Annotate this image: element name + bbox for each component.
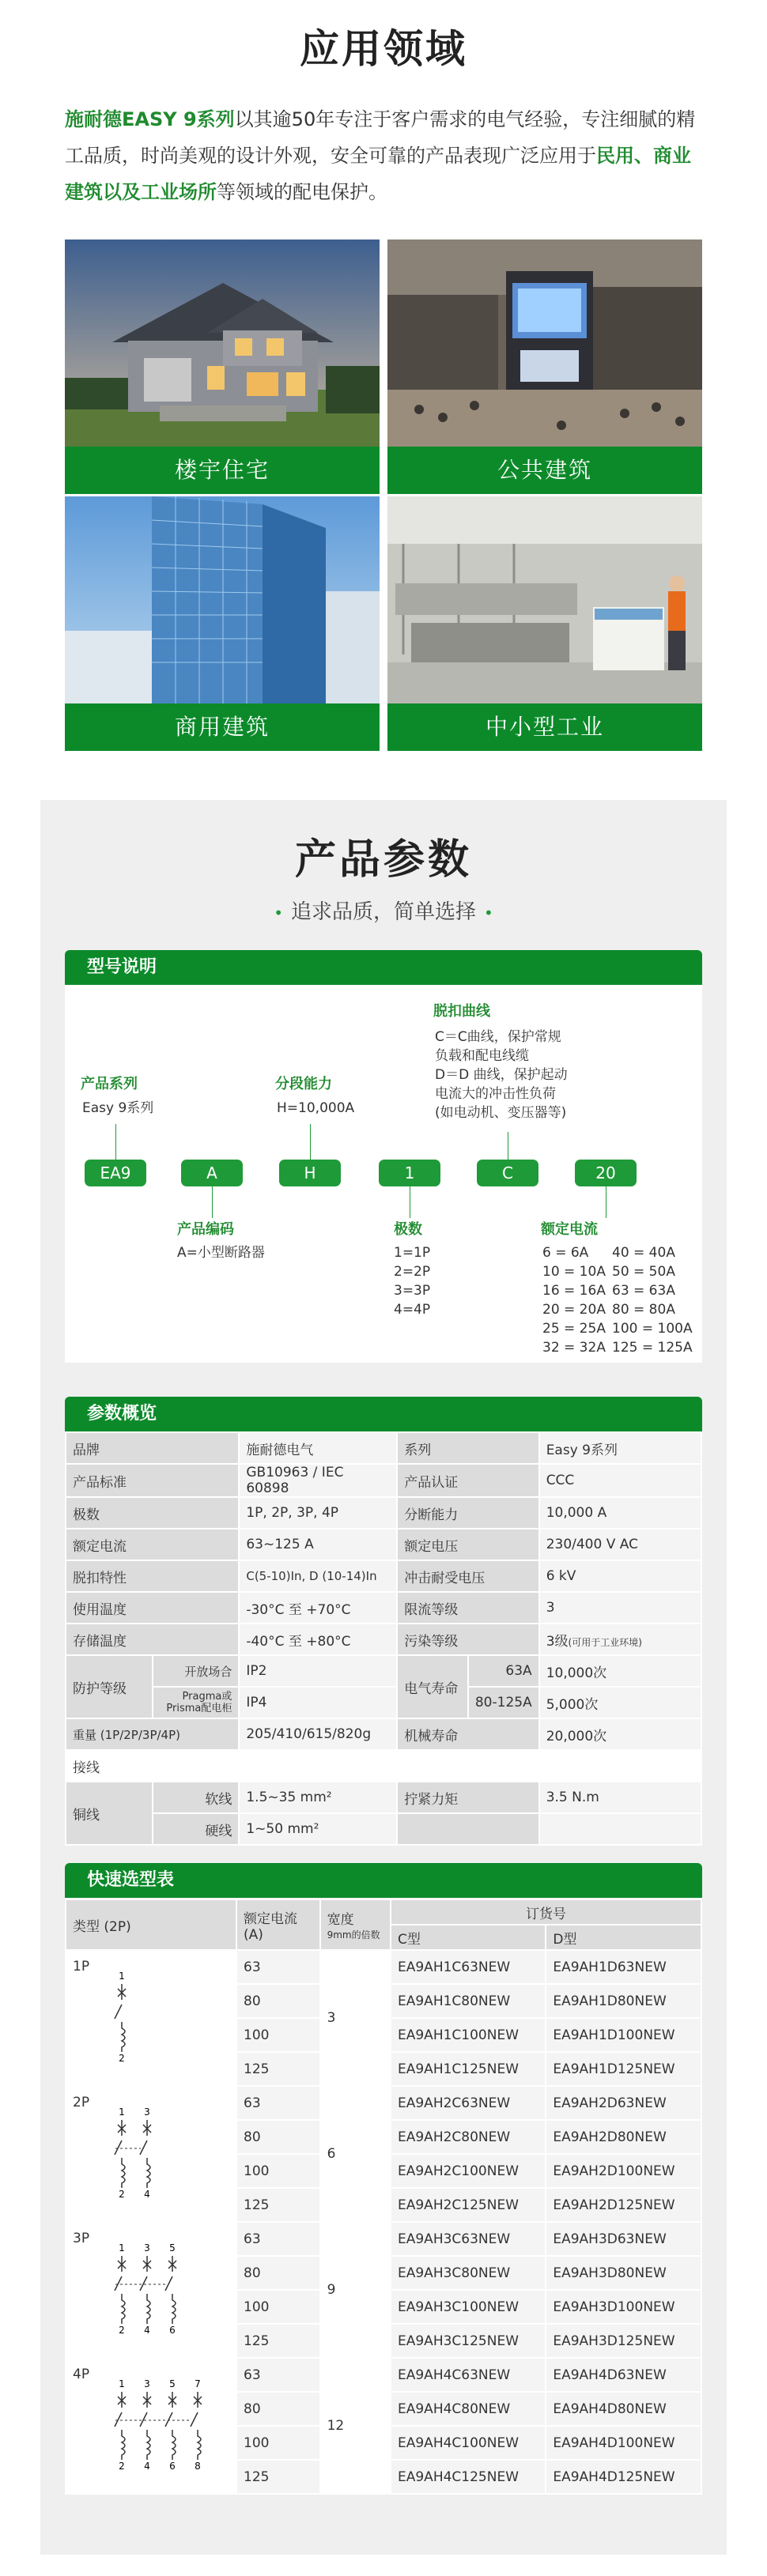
breaker-symbol	[115, 2256, 126, 2324]
width-cell: 12	[320, 2358, 391, 2494]
breaker-symbol	[191, 2392, 202, 2460]
elife-63-value: 10,000次	[539, 1655, 701, 1687]
pole-number-bottom: 6	[169, 2461, 176, 2472]
col-order: 订货号	[391, 1899, 701, 1925]
breaker-symbol	[165, 2256, 176, 2324]
pole-type-label: 2P	[73, 2095, 90, 2110]
rated-current-cell: 80	[236, 2392, 320, 2426]
ip-enclosure-key-line2: Prisma配电柜	[166, 1703, 232, 1714]
width-cell: 6	[320, 2086, 391, 2222]
col-type: 类型 (2P)	[66, 1899, 236, 1950]
cert-value: CCC	[539, 1464, 701, 1497]
poles-value-cell: 1P, 2P, 3P, 4P	[239, 1497, 397, 1529]
trip-curve-label: 脱扣曲线	[433, 1003, 490, 1020]
rated-cell: 25 = 25A	[542, 1321, 606, 1337]
rated-row	[542, 1262, 693, 1281]
empty-cell	[397, 1813, 538, 1845]
brand-value: 施耐德电气	[239, 1432, 397, 1464]
rated-current-cell: 125	[236, 2188, 320, 2222]
standard-key: 产品标准	[66, 1464, 239, 1497]
rated-row	[542, 1281, 693, 1300]
rated-row	[542, 1300, 693, 1319]
photo-caption-commercial: 商用建筑	[65, 703, 380, 751]
pollution-value	[539, 1624, 701, 1655]
rated-current-cell: 125	[236, 2052, 320, 2086]
photo-industrial	[387, 496, 702, 751]
table-row	[66, 1529, 701, 1560]
pole-number-top: 1	[119, 2242, 125, 2254]
rated-cell: 40 = 40A	[612, 1245, 675, 1261]
pole-number-bottom: 4	[144, 2325, 150, 2336]
rated-cell: 16 = 16A	[542, 1283, 606, 1299]
order-c-cell: EA9AH4C100NEW	[391, 2426, 546, 2460]
pole-type-cell	[66, 2222, 236, 2358]
product-code-value: A=小型断路器	[177, 1245, 265, 1261]
mlife-key: 机械寿命	[397, 1718, 538, 1750]
storage-key: 存储温度	[66, 1624, 239, 1655]
public-building-image	[387, 239, 702, 447]
order-d-cell: EA9AH1D125NEW	[546, 2052, 701, 2086]
impulse-value: 6 kV	[539, 1560, 701, 1592]
pole-diagram-icon	[104, 2378, 229, 2472]
pole-number-top: 1	[119, 2378, 125, 2389]
product-code-label: 产品编码	[177, 1221, 234, 1238]
series-value-cell: Easy 9系列	[539, 1432, 701, 1464]
table-row	[66, 1592, 701, 1624]
params-subtitle	[0, 896, 767, 925]
order-d-cell: EA9AH1D63NEW	[546, 1950, 701, 1984]
col-rated: 额定电流 (A)	[236, 1899, 320, 1950]
empty-cell	[539, 1813, 701, 1845]
order-c-cell: EA9AH1C80NEW	[391, 1984, 546, 2018]
breaking-value: H=10,000A	[277, 1100, 355, 1116]
voltage-value: 230/400 V AC	[539, 1529, 701, 1560]
order-c-cell: EA9AH1C100NEW	[391, 2018, 546, 2052]
quick-selection-table	[65, 1899, 702, 2495]
rated-row	[542, 1243, 693, 1262]
rated-current-cell: 100	[236, 2018, 320, 2052]
elife-key: 电气寿命	[397, 1655, 468, 1718]
soft-wire-key: 软线	[153, 1782, 240, 1813]
series-key: 系列	[397, 1432, 538, 1464]
pole-number-bottom: 2	[119, 2325, 125, 2336]
breaker-symbol	[140, 2120, 151, 2188]
series-value: Easy 9系列	[82, 1100, 154, 1116]
table-row	[66, 1464, 701, 1497]
pole-diagram-icon	[104, 1970, 153, 2065]
rated-current-cell: 80	[236, 2120, 320, 2154]
subtitle-text: 追求品质，简单选择	[290, 900, 476, 924]
order-c-cell: EA9AH3C125NEW	[391, 2324, 546, 2358]
trip-key: 脱扣特性	[66, 1560, 239, 1592]
rated-current-cell: 80	[236, 2256, 320, 2290]
table-row	[66, 1432, 701, 1464]
ip-enclosure-key-line1: Pragma或	[182, 1691, 232, 1703]
rated-label: 额定电流	[541, 1221, 598, 1238]
pole-number-bottom: 8	[195, 2461, 201, 2472]
pole-number-bottom: 4	[144, 2461, 150, 2472]
pole-number-top: 3	[144, 2242, 150, 2254]
pollution-note: (可用于工业环境)	[568, 1636, 642, 1648]
breaker-symbol	[115, 2392, 126, 2460]
breaker-symbol	[140, 2392, 151, 2460]
pole-number-bottom: 2	[119, 2461, 125, 2472]
intro-text-2: 等领域的配电保护。	[217, 181, 387, 203]
application-intro	[65, 101, 704, 210]
rated-current-cell: 63	[236, 2358, 320, 2392]
pole-type-cell	[66, 2086, 236, 2222]
rated-current-cell: 125	[236, 2460, 320, 2494]
order-c-cell: EA9AH1C125NEW	[391, 2052, 546, 2086]
order-d-cell: EA9AH2D100NEW	[546, 2154, 701, 2188]
trip-value: C(5-10)In, D (10-14)In	[239, 1560, 397, 1592]
pole-number-bottom: 2	[119, 2053, 125, 2064]
code-series: EA9	[85, 1160, 146, 1186]
col-d-type: D型	[546, 1925, 701, 1950]
width-cell: 3	[320, 1950, 391, 2086]
rated-row	[542, 1319, 693, 1338]
order-c-cell: EA9AH3C63NEW	[391, 2222, 546, 2256]
cert-key: 产品认证	[397, 1464, 538, 1497]
photo-commercial	[65, 496, 380, 751]
breaker-symbol	[115, 1984, 126, 2052]
pole-type-label: 3P	[73, 2231, 90, 2246]
breaking-key: 分断能力	[397, 1497, 538, 1529]
order-c-cell: EA9AH1C63NEW	[391, 1950, 546, 1984]
table-row	[66, 1782, 701, 1813]
table-row	[66, 2222, 701, 2256]
rated-current-cell: 100	[236, 2426, 320, 2460]
pole-type-label: 4P	[73, 2367, 90, 2382]
pole-number-top: 1	[119, 1971, 125, 1982]
poles-key: 极数	[66, 1497, 239, 1529]
photo-caption-industrial: 中小型工业	[387, 703, 702, 751]
quick-header: 快速选型表	[65, 1863, 702, 1898]
pole-number-bottom: 4	[144, 2189, 150, 2200]
soft-wire-value: 1.5~35 mm²	[239, 1782, 397, 1813]
rated-cell: 10 = 10A	[542, 1264, 606, 1280]
torque-value: 3.5 N.m	[539, 1782, 701, 1813]
trip-curve-text: C＝C曲线，保护常规 负载和配电线缆 D＝D 曲线，保护起动 电流大的冲击性负荷 (如电动机、变压器等)	[435, 1029, 568, 1121]
order-d-cell: EA9AH4D125NEW	[546, 2460, 701, 2494]
limit-key: 限流等级	[397, 1592, 538, 1624]
storage-value: -40°C 至 +80°C	[239, 1624, 397, 1655]
order-c-cell: EA9AH4C125NEW	[391, 2460, 546, 2494]
order-c-cell: EA9AH3C100NEW	[391, 2290, 546, 2324]
order-d-cell: EA9AH3D80NEW	[546, 2256, 701, 2290]
rated-row	[542, 1338, 693, 1357]
photo-residential	[65, 239, 380, 494]
pole-number-top: 7	[195, 2378, 201, 2389]
voltage-key: 额定电压	[397, 1529, 538, 1560]
overview-table	[65, 1431, 702, 1846]
intro-brand: 施耐德EASY 9系列	[65, 108, 235, 130]
temp-value: -30°C 至 +70°C	[239, 1592, 397, 1624]
table-row	[66, 1497, 701, 1529]
photo-caption-residential: 楼宇住宅	[65, 447, 380, 494]
order-c-cell: EA9AH2C63NEW	[391, 2086, 546, 2120]
order-d-cell: EA9AH4D63NEW	[546, 2358, 701, 2392]
application-title: 应用领域	[300, 26, 467, 72]
ip-key: 防护等级	[66, 1655, 153, 1718]
ip-enclosure-key	[153, 1687, 240, 1718]
pole-number-top: 5	[169, 2242, 176, 2254]
params-title: 产品参数	[294, 836, 472, 884]
poles-value: 1=1P 2=2P 3=3P 4=4P	[394, 1245, 431, 1318]
rated-current-cell: 100	[236, 2154, 320, 2188]
order-d-cell: EA9AH2D63NEW	[546, 2086, 701, 2120]
rated-cell: 50 = 50A	[612, 1264, 675, 1280]
order-d-cell: EA9AH3D100NEW	[546, 2290, 701, 2324]
rated-cell: 100 = 100A	[612, 1321, 693, 1337]
breaker-symbol	[140, 2256, 151, 2324]
photo-caption-public: 公共建筑	[387, 447, 702, 494]
elife-63-key: 63A	[468, 1655, 539, 1687]
subtitle-dot-left: •	[274, 903, 283, 922]
hard-wire-value: 1~50 mm²	[239, 1813, 397, 1845]
col-width	[320, 1899, 391, 1950]
code-breaking: H	[279, 1160, 341, 1186]
breaker-symbol	[165, 2392, 176, 2460]
wiring-key: 接线	[66, 1750, 701, 1782]
table-row	[66, 1687, 701, 1718]
pole-number-top: 3	[144, 2378, 150, 2389]
order-d-cell: EA9AH1D100NEW	[546, 2018, 701, 2052]
elife-125-key: 80-125A	[468, 1687, 539, 1718]
order-d-cell: EA9AH1D80NEW	[546, 1984, 701, 2018]
pole-type-cell	[66, 1950, 236, 2086]
current-key: 额定电流	[66, 1529, 239, 1560]
col-c-type: C型	[391, 1925, 546, 1950]
width-cell: 9	[320, 2222, 391, 2358]
table-header-row	[66, 1899, 701, 1925]
ip-enclosure-value: IP4	[239, 1687, 397, 1718]
weight-value: 205/410/615/820g	[239, 1718, 397, 1750]
order-d-cell: EA9AH2D125NEW	[546, 2188, 701, 2222]
ip-open-value: IP2	[239, 1655, 397, 1687]
photo-public	[387, 239, 702, 494]
mlife-value: 20,000次	[539, 1718, 701, 1750]
code-trip: C	[477, 1160, 538, 1186]
intro-highlight: 民用、商业建筑以及工业场所	[65, 145, 691, 203]
pole-diagram-icon	[104, 2106, 179, 2201]
rated-cell: 63 = 63A	[612, 1283, 675, 1299]
breaker-symbol	[115, 2120, 126, 2188]
current-value: 63~125 A	[239, 1529, 397, 1560]
rated-current-cell: 125	[236, 2324, 320, 2358]
residential-house-image	[65, 239, 380, 447]
code-poles: 1	[379, 1160, 440, 1186]
commercial-building-image	[65, 496, 380, 703]
order-c-cell: EA9AH4C63NEW	[391, 2358, 546, 2392]
code-rated: 20	[575, 1160, 637, 1186]
order-d-cell: EA9AH2D80NEW	[546, 2120, 701, 2154]
pole-diagram-icon	[104, 2242, 204, 2337]
rated-current-cell: 63	[236, 1950, 320, 1984]
intro-text-1: 以其逾50年专注于客户需求的电气经验，专注细腻的精工品质，时尚美观的设计外观，安全可靠的产品表现广泛应用于	[65, 108, 696, 167]
pole-type-label: 1P	[73, 1959, 90, 1974]
order-d-cell: EA9AH4D80NEW	[546, 2392, 701, 2426]
order-d-cell: EA9AH3D63NEW	[546, 2222, 701, 2256]
order-c-cell: EA9AH4C80NEW	[391, 2392, 546, 2426]
industrial-factory-image	[387, 496, 702, 703]
order-c-cell: EA9AH2C100NEW	[391, 2154, 546, 2188]
connector-line	[115, 1124, 116, 1160]
weight-key: 重量 (1P/2P/3P/4P)	[66, 1718, 239, 1750]
col-width-note: 9mm的倍数	[327, 1929, 380, 1940]
pole-type-cell	[66, 2358, 236, 2494]
order-c-cell: EA9AH2C125NEW	[391, 2188, 546, 2222]
order-c-cell: EA9AH2C80NEW	[391, 2120, 546, 2154]
model-header: 型号说明	[65, 950, 702, 985]
copper-key: 铜线	[66, 1782, 153, 1845]
rated-cell: 6 = 6A	[542, 1245, 589, 1261]
rated-current-cell: 63	[236, 2222, 320, 2256]
order-d-cell: EA9AH3D125NEW	[546, 2324, 701, 2358]
elife-125-value: 5,000次	[539, 1687, 701, 1718]
pollution-level: 3级	[546, 1633, 569, 1650]
rated-cell: 32 = 32A	[542, 1340, 606, 1356]
connector-line	[310, 1124, 311, 1160]
table-row	[66, 1813, 701, 1845]
table-row	[66, 1718, 701, 1750]
breaking-label: 分段能力	[275, 1076, 332, 1092]
ip-open-key: 开放场合	[153, 1655, 240, 1687]
rated-cell: 80 = 80A	[612, 1302, 675, 1318]
standard-value: GB10963 / IEC 60898	[239, 1464, 397, 1497]
pole-number-bottom: 6	[169, 2325, 176, 2336]
temp-key: 使用温度	[66, 1592, 239, 1624]
rated-current-cell: 63	[236, 2086, 320, 2120]
rated-cell: 20 = 20A	[542, 1302, 606, 1318]
pole-number-bottom: 2	[119, 2189, 125, 2200]
pole-number-top: 5	[169, 2378, 176, 2389]
limit-value: 3	[539, 1592, 701, 1624]
col-width-label: 宽度	[327, 1912, 354, 1928]
table-row	[66, 1950, 701, 1984]
rated-current-cell: 80	[236, 1984, 320, 2018]
rated-current-cell: 100	[236, 2290, 320, 2324]
torque-key: 拧紧力矩	[397, 1782, 538, 1813]
rated-cell: 125 = 125A	[612, 1340, 693, 1356]
subtitle-dot-right: •	[484, 903, 493, 922]
code-product: A	[181, 1160, 243, 1186]
overview-header: 参数概览	[65, 1397, 702, 1431]
table-row	[66, 1750, 701, 1782]
connector-line	[212, 1186, 213, 1218]
breaking-value-cell: 10,000 A	[539, 1497, 701, 1529]
pole-number-top: 1	[119, 2106, 125, 2118]
order-c-cell: EA9AH3C80NEW	[391, 2256, 546, 2290]
rated-values	[542, 1243, 693, 1357]
table-row	[66, 2358, 701, 2392]
table-row	[66, 1560, 701, 1592]
table-row	[66, 2086, 701, 2120]
brand-key: 品牌	[66, 1432, 239, 1464]
pole-number-top: 3	[144, 2106, 150, 2118]
hard-wire-key: 硬线	[153, 1813, 240, 1845]
series-label: 产品系列	[81, 1076, 138, 1092]
table-row	[66, 1655, 701, 1687]
order-d-cell: EA9AH4D100NEW	[546, 2426, 701, 2460]
table-row	[66, 1624, 701, 1655]
impulse-key: 冲击耐受电压	[397, 1560, 538, 1592]
pollution-key: 污染等级	[397, 1624, 538, 1655]
poles-label: 极数	[394, 1221, 422, 1238]
